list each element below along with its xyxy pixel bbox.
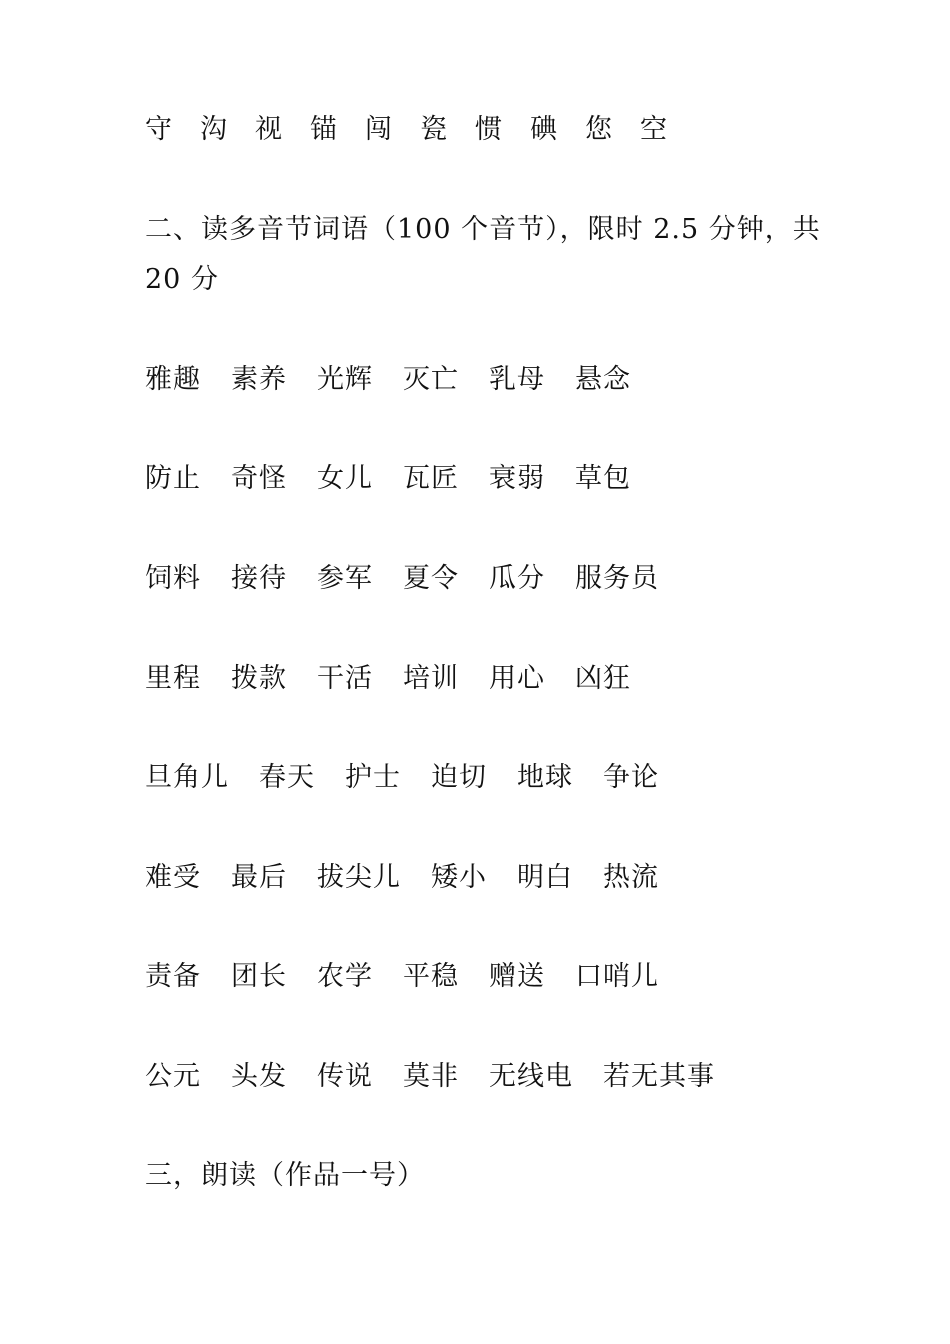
- word-item: 瓜分: [489, 563, 545, 594]
- word-row: [145, 962, 689, 992]
- char-item: 空: [640, 114, 668, 145]
- char-item: 惯: [475, 114, 503, 145]
- word-item: 责备: [145, 961, 201, 992]
- word-item: 明白: [517, 862, 573, 893]
- word-item: 参军: [317, 563, 373, 594]
- word-item: 团长: [231, 961, 287, 992]
- char-item: 守: [145, 114, 173, 145]
- word-item: 赠送: [489, 961, 545, 992]
- word-item: 无线电: [489, 1061, 573, 1092]
- word-item: 乳母: [489, 364, 545, 395]
- word-item: 悬念: [575, 364, 631, 395]
- word-item: 女儿: [317, 463, 373, 494]
- word-item: 防止: [145, 463, 201, 494]
- word-item: 难受: [145, 862, 201, 893]
- char-item: 瓷: [420, 114, 448, 145]
- word-row: [145, 464, 661, 494]
- word-item: 春天: [259, 762, 315, 793]
- word-item: 争论: [603, 762, 659, 793]
- section-heading-2: [145, 205, 825, 305]
- word-item: 用心: [489, 663, 545, 694]
- word-item: 传说: [317, 1061, 373, 1092]
- word-item: 热流: [603, 862, 659, 893]
- word-item: 平稳: [403, 961, 459, 992]
- document-page: [145, 0, 825, 1344]
- word-item: 头发: [231, 1061, 287, 1092]
- word-item: 服务员: [575, 563, 659, 594]
- word-item: 最后: [231, 862, 287, 893]
- word-item: 矮小: [431, 862, 487, 893]
- word-item: 饲料: [145, 563, 201, 594]
- char-item: 视: [255, 114, 283, 145]
- word-item: 衰弱: [489, 463, 545, 494]
- word-item: 拨款: [231, 663, 287, 694]
- char-item: 锚: [310, 114, 338, 145]
- word-item: 迫切: [431, 762, 487, 793]
- word-item: 培训: [403, 663, 459, 694]
- word-item: 口哨儿: [575, 961, 659, 992]
- char-item: 碘: [530, 114, 558, 145]
- word-item: 素养: [231, 364, 287, 395]
- word-item: 里程: [145, 663, 201, 694]
- char-row: [145, 115, 695, 145]
- word-item: 地球: [517, 762, 573, 793]
- word-item: 雅趣: [145, 364, 201, 395]
- word-item: 夏令: [403, 563, 459, 594]
- word-item: 公元: [145, 1061, 201, 1092]
- word-item: 莫非: [403, 1061, 459, 1092]
- char-item: 闯: [365, 114, 393, 145]
- char-item: 沟: [200, 114, 228, 145]
- word-item: 草包: [575, 463, 631, 494]
- word-item: 灭亡: [403, 364, 459, 395]
- word-item: 干活: [317, 663, 373, 694]
- word-item: 拔尖儿: [317, 862, 401, 893]
- word-item: 若无其事: [603, 1061, 715, 1092]
- word-item: 旦角儿: [145, 762, 229, 793]
- word-item: 接待: [231, 563, 287, 594]
- word-item: 护士: [345, 762, 401, 793]
- word-row: [145, 664, 661, 694]
- word-item: 光辉: [317, 364, 373, 395]
- word-row: [145, 365, 661, 395]
- word-item: 奇怪: [231, 463, 287, 494]
- word-row: [145, 1062, 745, 1092]
- word-item: 农学: [317, 961, 373, 992]
- word-row: [145, 564, 689, 594]
- word-item: 凶狂: [575, 663, 631, 694]
- word-item: 瓦匠: [403, 463, 459, 494]
- word-row: [145, 763, 689, 793]
- word-row: [145, 863, 689, 893]
- section-heading-3: 三，朗读（作品一号）: [145, 1160, 425, 1191]
- char-item: 您: [585, 114, 613, 145]
- section-heading-2-line1: 二、读多音节词语（100 个音节），限时 2.5 分钟，共: [145, 214, 821, 245]
- section-heading-2-line2: 20 分: [145, 264, 219, 295]
